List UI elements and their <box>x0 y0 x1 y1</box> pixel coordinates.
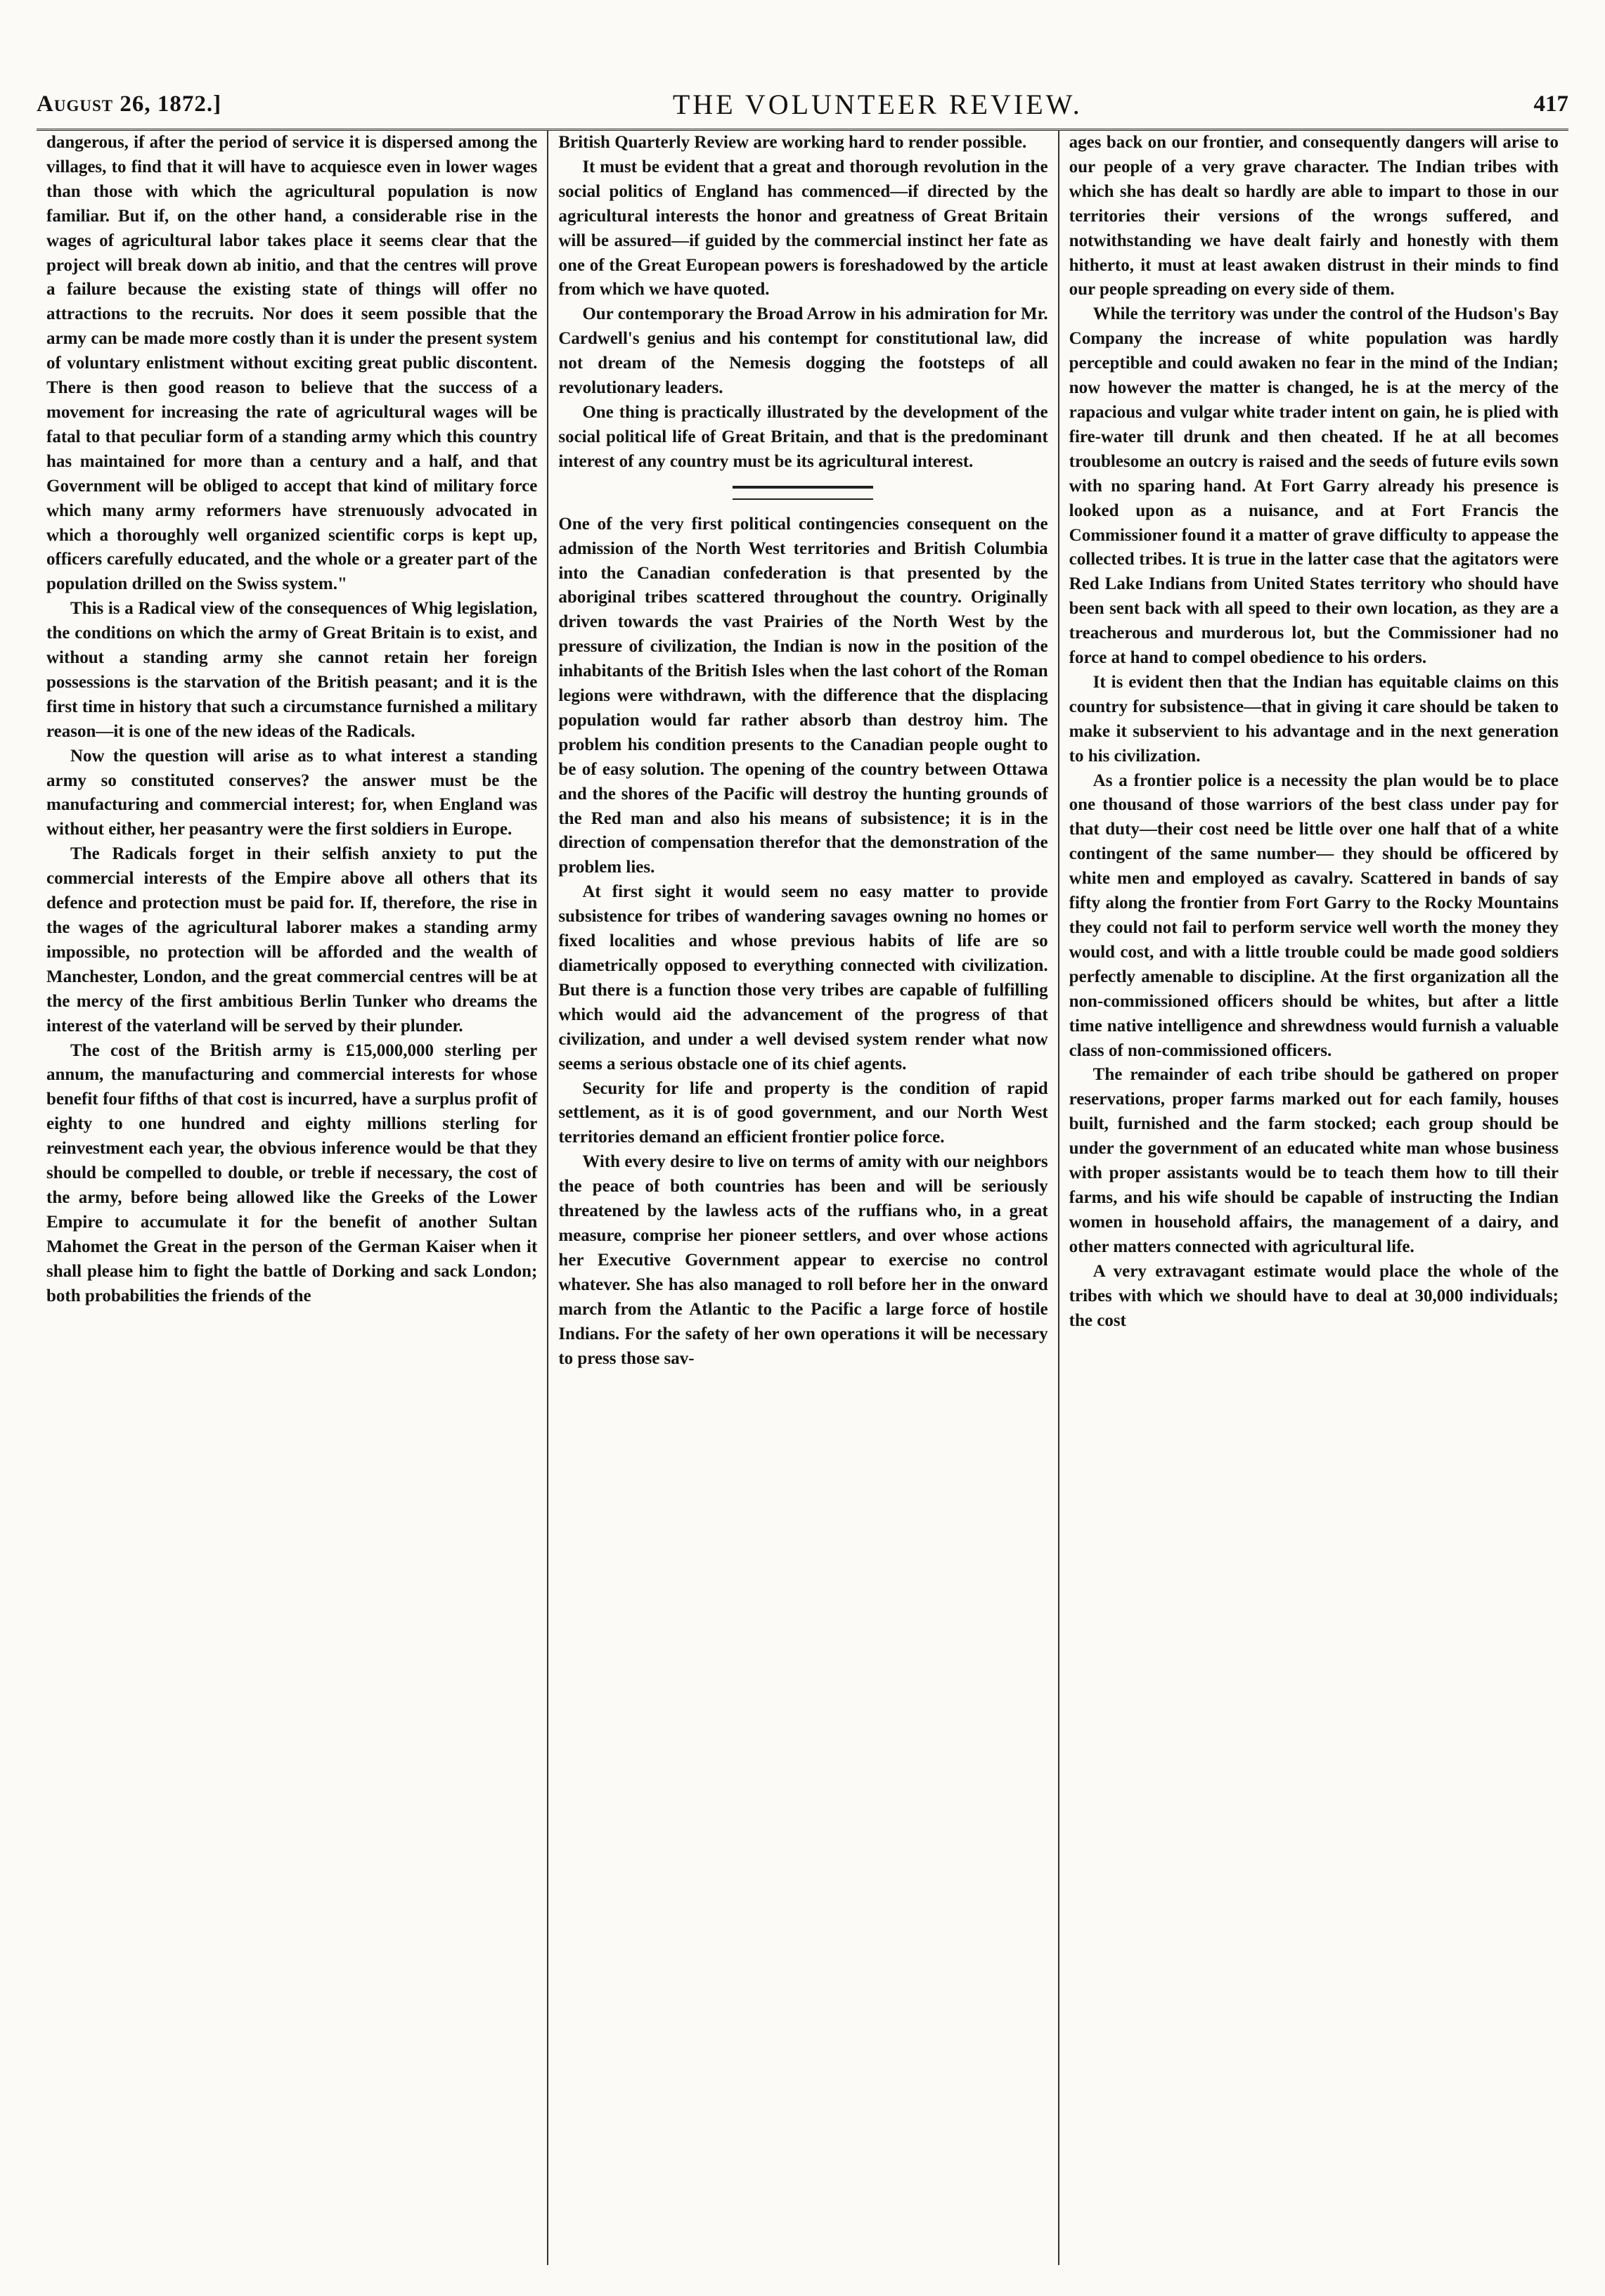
paragraph: Our contemporary the Broad Arrow in his admiration for Mr. Cardwell's genius and his contempt for constitutional law, did not dream of the Nemesis dogging the footsteps of all revolutionary leaders. <box>558 304 1048 398</box>
paragraph: It must be evident that a great and thorough revolution in the social politics of England has commenced—if directed by the agricultural interests the honor and greatness of Great Britain will be assured—if guided by the commercial instinct her fate as one of the Great European powers is foreshadowed by the article from which we have quoted. <box>558 157 1048 299</box>
paragraph: British Quarterly Review are working hard to render possible. <box>558 133 1027 152</box>
column-1 <box>37 131 547 2265</box>
paragraph: ages back on our frontier, and consequently dangers will arise to our people of a very grave character. The Indian tribes with which she has dealt so hardly are able to impart to those in our territories their versions of the wrongs suffered, and notwithstanding we have dealt fairly and honestly with them hitherto, it must at least awaken distrust in their minds to find our people spreading on every side of them. <box>1069 133 1559 299</box>
paragraph: A very extravagant estimate would place the whole of the tribes with which we should have to deal at 30,000 individuals; the cost <box>1069 1261 1559 1330</box>
article-lead-paragraph: One of the very first political contingencies consequent on the admission of the North West territories and British Columbia into the Canadian confederation is that presented by the aboriginal tribes scattered throughout the country. Originally driven towards the vast Prairies of the North West by the pressure of civilization, the Indian is now in the position of the inhabitants of the British Isles when the last cohort of the Roman legions were withdrawn, with the difference that the displacing population would far rather absorb than destroy him. The problem his condition presents to the Canadian people ought to be of easy solution. The opening of the country between Ottawa and the shores of the Pacific will destroy the hunting grounds of the Red man and also his means of subsistence; it is in the direction of compensation therefor that the demonstration of the problem lies. <box>558 514 1048 877</box>
column-3 <box>1058 131 1568 2265</box>
paragraph: One thing is practically illustrated by the development of the social political life of Great Britain, and that is the predominant interest of any country must be its agricultural interest. <box>558 402 1048 471</box>
paragraph: At first sight it would seem no easy matter to provide subsistence for tribes of wandering savages owning no homes or fixed localities and whose previous habits of life are so diametrically opposed to everything connected with civilization. But there is a function those very tribes are capable of fulfilling which would aid the advancement of the progress of that civilization, and under a well devised system render what now seems a serious obstacle one of its chief agents. <box>558 882 1048 1073</box>
paragraph: dangerous, if after the period of service it is dispersed among the villages, to find that it will have to acquiesce even in lower wages than those with which the agricultural population is now familiar. But if, on the other hand, a considerable rise in the wages of agricultural labor takes place it seems clear that the project will break down ab initio, and that the centres will prove a failure because the existing state of things will offer no attractions to the recruits. Nor does it seem possible that the army can be made more costly than it is under the present system of voluntary enlistment without exciting great public discontent. There is then good reason to believe that the success of a movement for increasing the rate of agricultural wages will be fatal to that peculiar form of a standing army which this country has maintained for more than a century and a half, and that Government will be obliged to accept that kind of military force which many army reformers have strenuously advocated in which a thoroughly well organized scientific corps is kept up, officers carefully educated, and the whole or a greater part of the population drilled on the Swiss system." <box>46 133 538 594</box>
paragraph: The cost of the British army is £15,000,000 sterling per annum, the manufacturing and commercial interests for whose benefit four fifths of that cost is incurred, have a surplus profit of eighty to one hundred and eighty millions sterling for reinvestment each year, the obvious inference would be that they should be compelled to double, or treble if necessary, the cost of the army, before being allowed like the Greeks of the Lower Empire to accumulate it for the benefit of another Sultan Mahomet the Great in the person of the German Kaiser when it shall please him to fight the battle of Dorking and sack London; both probabilities the friends of the <box>46 1040 538 1305</box>
paragraph: This is a Radical view of the consequences of Whig legislation, the conditions on which the army of Great Britain is to exist, and without a standing army she cannot retain her foreign possessions is the starvation of the British peasant; and it is the first time in history that such a circumstance furnished a military reason—it is one of the new ideas of the Radicals. <box>46 599 538 741</box>
issue-date: August 26, 1872.] <box>37 91 222 117</box>
page-header <box>37 83 1568 125</box>
article-columns <box>37 131 1568 2265</box>
page-number: 417 <box>1533 91 1568 117</box>
paragraph: With every desire to live on terms of amity with our neighbors the peace of both countries has been and will be seriously threatened by the lawless acts of the ruffians who, in a great measure, comprise her pioneer settlers, and over whose actions her Executive Government appear to exercise no control whatever. She has also managed to roll before her in the onward march from the Atlantic to the Pacific a large force of hostile Indians. For the safety of her own operations it will be necessary to press those sav- <box>558 1152 1048 1368</box>
paragraph: It is evident then that the Indian has equitable claims on this country for subsistence—that in giving it care should be taken to make it subservient to his advantage and in the next generation to his civilization. <box>1069 672 1559 766</box>
column-2 <box>547 131 1057 2265</box>
paragraph: While the territory was under the control of the Hudson's Bay Company the increase of white population was hardly perceptible and could awaken no fear in the mind of the Indian; now however the matter is changed, he is at the mercy of the rapacious and vulgar white trader intent on gain, he is plied with fire-water till drunk and then cheated. If he at all becomes troublesome an outcry is raised and the seeds of future evils sown with no sparing hand. At Fort Garry already his presence is looked upon as a nuisance, and at Fort Francis the Commissioner found it a matter of grave difficulty to appease the collected tribes. It is true in the latter case that the agitators were Red Lake Indians from United States territory who should have been sent back with all speed to their own location, as they are a treacherous and murderous lot, but the Commissioner had no force at hand to compel obedience to his orders. <box>1069 304 1559 668</box>
paragraph: The remainder of each tribe should be gathered on proper reservations, proper farms marked out for each family, houses built, furnished and the farm stocked; each group should be under the government of an educated white man whose business with proper assistants would be to teach them how to till their farms, and his wife should be capable of instructing the Indian women in household affairs, the management of a dairy, and other matters connected with agricultural life. <box>1069 1065 1559 1256</box>
publication-title: THE VOLUNTEER REVIEW. <box>672 88 1083 120</box>
paragraph: As a frontier police is a necessity the plan would be to place one thousand of those warriors of the best class under pay for that duty—their cost need be little over one half that of a white contingent of the same number— they should be officered by white men and employed as cavalry. Scattered in bands of say fifty along the frontier from Fort Garry to the Rocky Mountains they could not fail to perform service well worth the money they would cost, and with a little trouble could be made good soldiers perfectly amenable to discipline. At the first organization all the non-commissioned officers should be whites, but after a little time native intelligence and shrewdness would furnish a valuable class of non-commissioned officers. <box>1069 770 1559 1060</box>
paragraph: Security for life and property is the condition of rapid settlement, as it is of good government, and our North West territories demand an efficient frontier police force. <box>558 1078 1048 1147</box>
section-divider <box>733 486 873 500</box>
paragraph: Now the question will arise as to what interest a standing army so constituted conserves? the answer must be the manufacturing and commercial interest; for, when England was without either, her peasantry were the first soldiers in Europe. <box>46 746 538 839</box>
paragraph: The Radicals forget in their selfish anxiety to put the commercial interests of the Empire above all others that its defence and protection must be paid for. If, therefore, the rise in the wages of the agricultural laborer makes a standing army impossible, no protection will be afforded and the wealth of Manchester, London, and the great commercial centres will be at the mercy of the first ambitious Berlin Tunker who dreams the interest of the vaterland will be served by their plunder. <box>46 844 538 1036</box>
